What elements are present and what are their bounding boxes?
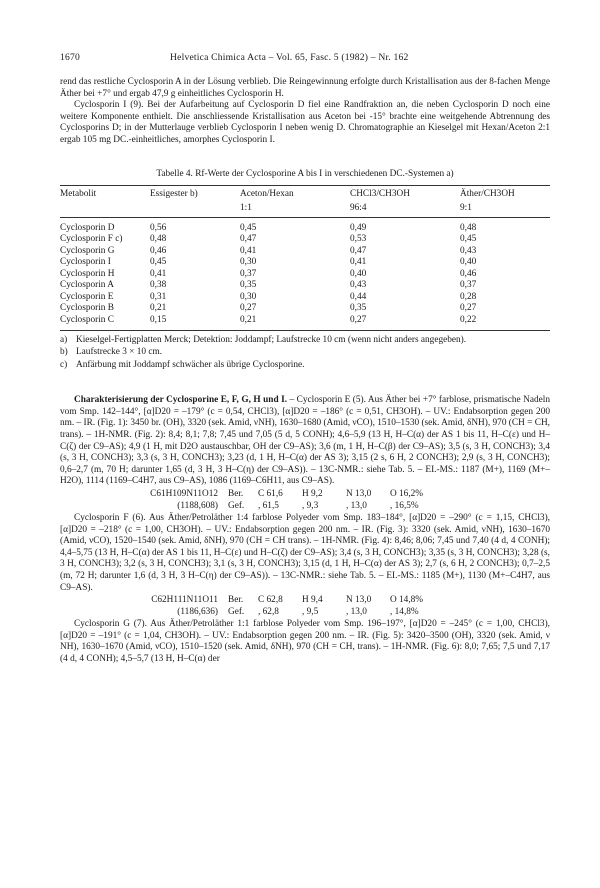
table-cell-value: 0,43 (460, 245, 477, 256)
section-e-paragraph (60, 395, 550, 488)
footnote-mark: a) (60, 335, 68, 346)
table-cell-value: 0,30 (240, 257, 257, 268)
table-cell-value: 0,43 (350, 280, 367, 291)
table-header-essigester: Essigester b) (150, 185, 240, 200)
formula-e (60, 489, 550, 512)
table-cell-value: 0,22 (460, 315, 550, 331)
table-cell-value: 0,47 (350, 245, 367, 256)
gef-value: , 14,8% (390, 606, 419, 617)
table-cell-value: 0,45 (240, 222, 257, 233)
table-row (60, 217, 550, 234)
table-row (60, 303, 550, 315)
intro-paragraph-1: rend das restliche Cyclosporin A in der Lösung verblieb. Die Reingewinnung erfolgte durch Kristallisation aus der 8-fachen Menge Äther bei +7° und ergab 47,9 g einheitliches Cyclosporin H. (60, 77, 550, 99)
ber-label: Ber. (228, 489, 244, 500)
table-cell-metabolit: Cyclosporin A (60, 280, 114, 291)
table-cell-value: 0,27 (240, 303, 257, 314)
table-cell-value: 0,47 (240, 234, 257, 245)
table-cell-value: 0,56 (150, 222, 167, 233)
gef-label: Gef. (228, 606, 245, 617)
table-subheader: 96:4 (350, 200, 460, 218)
table-subheader (150, 200, 240, 218)
table-row (60, 292, 550, 304)
section-e-text: – Cyclosporin E (5). Aus Äther bei +7° farblose, prismatische Nadeln vom Smp. 142–144°, [α]D20 = –179° (c = 0,54, CHCl3), [α]D20 = –186° (c = 0,51, CH3OH). – UV.: Endabsorption gegen 200 nm. – IR. (Fig. 1): 3450 br. (OH), 3320 (sek. Amid, νNH), 1630–1680 (Amid, νCO), 1510–1530 (sek. Amid, δNH), 970 (CH = CH, trans). – 1H-NMR. (Fig. 2): 8,4; 8,1; 7,8; 7,45 und 7,05 (5 d, 5 CONH); 4,6–5,9 (13 H, H–C(α) der AS 1 bis 11, H–C(ε) und H–C(ζ) der C9–AS); 4,9 (1 H, mit D2O austauschbar, OH der C9–AS); 3,6 (m, 1 H, H–C(β) der C9–AS); 3,5 (s, 3 H, CONCH3); 3,4 (s, 3 H, CONCH3); 3,3 (s, 3 H, CONCH3); 3,23 (d, 1 H, H–C(α) der AS 3); 3,15 (2 s, 6 H, 2 CONCH3); 2,9 (s, 3 H, CONCH3); 0,6–2,7 (m, 70 H; darunter 1,65 (d, 3 H, 3 H–C(η) der C9–AS)). – 13C-NMR.: siehe Tab. 5. – EI.-MS.: 1187 (M+), 1169 (M+–H2O), 1114 (1169–C4H7, aus C9–AS), 1086 (1169–C6H11, aus C9–AS). (60, 395, 550, 487)
table-cell-metabolit: Cyclosporin B (60, 303, 114, 314)
formula-e-mw: (1188,608) (177, 500, 218, 511)
table-cell-value: 0,15 (150, 315, 240, 331)
gef-value: , 61,5 (258, 500, 279, 511)
table-row (60, 269, 550, 281)
table-footnotes (60, 335, 550, 371)
table-cell-value: 0,35 (240, 280, 257, 291)
table-cell-value: 0,27 (460, 303, 477, 314)
table-cell-metabolit: Cyclosporin F c) (60, 234, 123, 245)
table-header-aether: Äther/CH3OH (460, 185, 550, 200)
ber-value: C 61,6 (258, 489, 283, 500)
table-row (60, 280, 550, 292)
table-cell-value: 0,45 (460, 234, 477, 245)
table-cell-metabolit: Cyclosporin C (60, 315, 150, 331)
table-cell-value: 0,31 (150, 291, 167, 302)
journal-title: Helvetica Chimica Acta – Vol. 65, Fasc. 5 (1982) – Nr. 162 (170, 52, 409, 63)
table-row (60, 315, 550, 331)
table-cell-value: 0,40 (460, 257, 477, 268)
gef-value: , 62,8 (258, 606, 279, 617)
table-row (60, 257, 550, 269)
table-cell-metabolit: Cyclosporin H (60, 268, 115, 279)
rf-table (60, 185, 550, 332)
gef-value: , 9,5 (302, 606, 319, 617)
table-header-aceton-hexan: Aceton/Hexan (240, 185, 350, 200)
table-row (60, 246, 550, 258)
table-cell-value: 0,41 (240, 245, 257, 256)
table-cell-metabolit: Cyclosporin D (60, 222, 115, 233)
formula-f-sum: C62H111N11O11 (151, 595, 218, 606)
section-f-paragraph: Cyclosporin F (6). Aus Äther/Petroläther 1:4 farblose Polyeder vom Smp. 183–184°, [α]D20 = –290° (c = 1,15, CHCl3), [α]D20 = –218° (c = 1,00, CH3OH). – UV.: Endabsorption gegen 200 nm. – IR. (Fig. 3): 3320 (sek. Amid, νNH), 1630–1670 (Amid, νCO), 1520–1540 (sek. Amid, δNH), 970 (CH = CH trans). – 1H-NMR. (Fig. 4): 8,46; 8,06; 7,45 und 7,40 (4 d, 4 CONH); 4,4–5,75 (13 H, H–C(α) der AS 1 bis 11, H–C(ε) und H–C(ζ) der C9–AS); 3,4 (s, 3 H, CONCH3); 3,35 (s, 3 H, CONCH3); 3,28 (s, 3 H, CONCH3); 3,2 (s, 3 H, CONCH3); 3,1 (s, 3 H, CONCH3); 3,15 (d, 1 H, H–C(α) der AS 3); 2,7 (s, 6 H, 2 CONCH3); 0,7–2,5 (m, 72 H; darunter 1,6 (d, 3 H, 3 H–C(η) der C9–AS)). – 13C-NMR.: siehe Tab. 5. – EI.-MS.: 1185 (M+), 1130 (M+–C4H7, aus C9–AS). (60, 513, 550, 593)
table-cell-value: 0,28 (460, 291, 477, 302)
gef-value: , 13,0 (346, 606, 367, 617)
table-cell-value: 0,49 (350, 222, 367, 233)
table-cell-value: 0,46 (150, 245, 167, 256)
table-cell-value: 0,44 (350, 291, 367, 302)
footnote (60, 360, 550, 371)
table-cell-value: 0,37 (460, 280, 477, 291)
table-header-metabolit: Metabolit (60, 185, 150, 200)
ber-value: H 9,4 (302, 595, 323, 606)
ber-value: N 13,0 (346, 489, 372, 500)
table-cell-metabolit: Cyclosporin E (60, 291, 114, 302)
page-number: 1670 (60, 52, 80, 63)
table-cell-value: 0,48 (460, 222, 477, 233)
ber-value: C 62,8 (258, 595, 283, 606)
ber-value: O 16,2% (390, 489, 424, 500)
table-subheader: 9:1 (460, 200, 550, 218)
footnote-text: Kieselgel-Fertigplatten Merck; Detektion: Joddampf; Laufstrecke 10 cm (wenn nicht anders angegeben). (76, 335, 467, 346)
table-cell-value: 0,40 (350, 268, 367, 279)
footnote-mark: c) (60, 359, 68, 370)
table-subheader (60, 200, 150, 218)
table-header-chcl3: CHCl3/CH3OH (350, 185, 460, 200)
table-row (60, 234, 550, 246)
table-cell-value: 0,21 (240, 315, 350, 331)
section-g-paragraph: Cyclosporin G (7). Aus Äther/Petroläther 1:1 farblose Polyeder vom Smp. 196–197°, [α]D20 = –245° (c = 1,00, CHCl3), [α]D20 = –191° (c = 1,04, CH3OH). – UV.: Endabsorption gegen 200 nm. – IR. (Fig. 5): 3420–3500 (OH), 3320 (sek. Amid, ν NH), 1630–1670 (Amid, νCO), 1510–1520 (sek. Amid, δNH), 970 (CH = CH, trans). – 1H-NMR. (Fig. 6): 8,0; 7,65; 7,5 und 7,17 (4 d, 4 CONH); 4,5–5,7 (13 H, H–C(α) der (60, 619, 550, 664)
document-page (60, 52, 550, 666)
table-cell-value: 0,38 (150, 280, 167, 291)
formula-f (60, 595, 550, 618)
ber-label: Ber. (228, 595, 244, 606)
ber-value: O 14,8% (390, 595, 424, 606)
table-cell-value: 0,35 (350, 303, 367, 314)
gef-label: Gef. (228, 500, 245, 511)
table-cell-value: 0,30 (240, 291, 257, 302)
table-cell-value: 0,41 (150, 268, 167, 279)
table-cell-value: 0,46 (460, 268, 477, 279)
formula-f-mw: (1186,636) (177, 606, 218, 617)
table-cell-value: 0,41 (350, 257, 367, 268)
table-cell-metabolit: Cyclosporin I (60, 257, 111, 268)
footnote-text: Anfärbung mit Joddampf schwächer als übrige Cyclosporine. (76, 359, 305, 370)
table-cell-value: 0,21 (150, 303, 167, 314)
table-body (60, 217, 550, 331)
formula-e-sum: C61H109N11O12 (150, 489, 218, 500)
table-cell-value: 0,45 (150, 257, 167, 268)
table-caption: Tabelle 4. Rf-Werte der Cyclosporine A bis I in verschiedenen DC.-Systemen a) (156, 168, 454, 179)
table-cell-value: 0,53 (350, 234, 367, 245)
gef-value: , 16,5% (390, 500, 419, 511)
table-subheader: 1:1 (240, 200, 350, 218)
table-cell-metabolit: Cyclosporin G (60, 245, 115, 256)
gef-value: , 13,0 (346, 500, 367, 511)
footnote (60, 347, 550, 358)
footnote-text: Laufstrecke 3 × 10 cm. (76, 347, 163, 358)
section-title: Charakterisierung der Cyclosporine E, F, G, H und I. (74, 395, 288, 406)
gef-value: , 9,3 (302, 500, 319, 511)
table-cell-value: 0,27 (350, 315, 460, 331)
table-cell-value: 0,37 (240, 268, 257, 279)
ber-value: H 9,2 (302, 489, 323, 500)
table-cell-value: 0,48 (150, 234, 167, 245)
footnote (60, 335, 550, 346)
intro-paragraph-2: Cyclosporin I (9). Bei der Aufarbeitung auf Cyclosporin D fiel eine Randfraktion an, die neben Cyclosporin D noch eine weitere Komponente enthielt. Die anschliessende Kristallisation aus Aceton bei -15° brachte eine weitgehende Abtrennung des Cyclosporins D; in der Mutterlauge verblieb Cyclosporin I neben wenig D. Chromatographie an Kieselgel mit Hexan/Aceton 2:1 ergab 105 mg DC.-einheitliches, amorphes Cyclosporin I. (60, 100, 550, 145)
ber-value: N 13,0 (346, 595, 372, 606)
footnote-mark: b) (60, 347, 68, 358)
page-header (60, 52, 550, 63)
